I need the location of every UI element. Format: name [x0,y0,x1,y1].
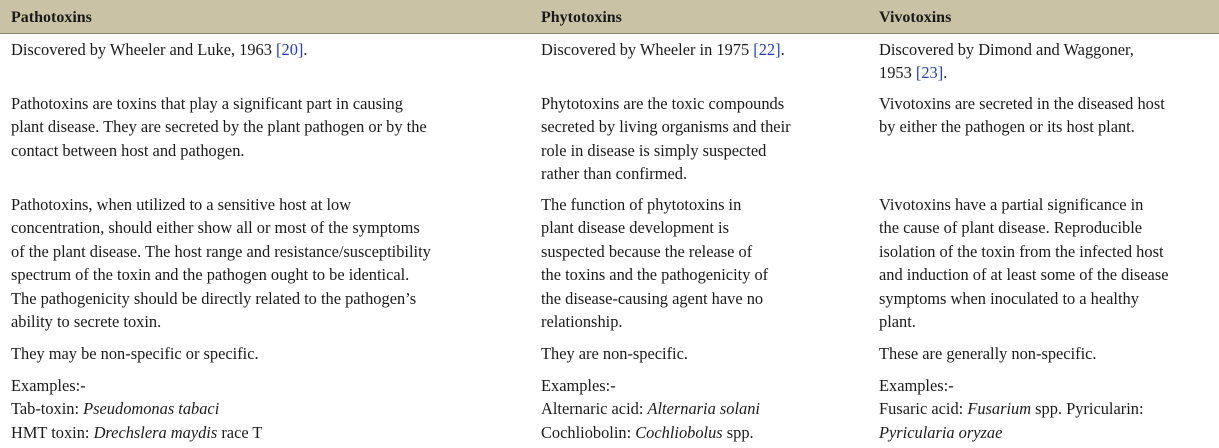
species-name: Pseudomonas tabaci [83,399,220,419]
cell-pathotoxins-row-2 [11,92,427,162]
cell-line [541,92,791,115]
cell-line [11,342,259,365]
species-name: Pyricularia oryzae [879,422,1003,442]
line-text: Tab-toxin: [11,399,84,419]
cell-line [541,287,768,310]
cell-line [879,397,1144,420]
cell-pathotoxins-row-4 [11,342,259,365]
table-header [0,0,1219,33]
line-text: rather than confirmed. [541,164,688,184]
cell-line [11,421,262,444]
line-text: These are generally non-specific. [879,344,1097,363]
cell-line [879,92,1165,115]
cell-line [541,421,760,444]
cell-line [11,92,427,115]
line-text: HMT toxin: [11,422,94,442]
citation-link[interactable]: [22] [753,40,781,59]
line-text: role in disease is simply suspected [541,140,767,160]
cell-vivotoxins-row-4 [879,342,1097,365]
line-text: and induction of at least some of the disease [879,265,1169,285]
cell-line [541,397,760,420]
line-text: Cochliobolin: [541,422,636,442]
line-tail: spp. Pyricularin: [1031,399,1144,419]
line-text: suspected because the release of [541,241,753,261]
line-text: plant disease development is [541,218,729,238]
line-text: Vivotoxins are secreted in the diseased host [879,94,1165,113]
line-text: the toxins and the pathogenicity of [541,265,769,285]
cell-vivotoxins-row-2 [879,92,1165,139]
cell-line [11,38,307,61]
cell-line [11,216,431,239]
cell-line [541,310,768,333]
cell-line [879,193,1169,216]
cell-line [879,263,1169,286]
line-text: They may be non-specific or specific. [11,344,259,363]
species-name: Fusarium [967,399,1032,419]
line-text: Fusaric acid: [879,399,968,419]
line-text: secreted by living organisms and their [541,117,791,137]
cell-line [879,374,1144,397]
cell-vivotoxins-row-1 [879,38,1134,85]
species-name: Drechslera maydis [93,422,218,442]
cell-line [11,115,427,138]
line-text: The function of phytotoxins in [541,195,742,214]
header-phytotoxins: Phytotoxins [541,9,622,26]
cell-line [541,139,791,162]
cell-phytotoxins-row-3 [541,193,768,333]
cell-vivotoxins-row-5 [879,374,1144,444]
cell-line [11,374,262,397]
citation-link[interactable]: [23] [915,63,944,83]
line-text: Vivotoxins have a partial significance in [879,195,1144,214]
cell-pathotoxins-row-3 [11,193,431,333]
species-name: Alternaria solani [647,399,760,419]
species-name: Cochliobolus [635,422,723,442]
line-text: relationship. [541,312,623,332]
cell-line [11,310,431,333]
line-text: of the plant disease. The host range and resistance/susceptibility [11,241,431,261]
line-text: Discovered by Dimond and Waggoner, [879,40,1134,59]
cell-line [879,421,1144,444]
cell-line [541,374,760,397]
line-text: ability to secrete toxin. [11,312,162,332]
line-text: by either the pathogen or its host plant. [879,117,1135,137]
line-text: symptoms when inoculated to a healthy [879,288,1139,308]
line-text: the cause of plant disease. Reproducible [879,218,1143,238]
line-tail: . [303,40,308,59]
line-text: The pathogenicity should be directly related to the pathogen’s [11,288,417,308]
cell-line [11,139,427,162]
line-text: Pathotoxins are toxins that play a significant part in causing [11,94,403,113]
cell-line [541,240,768,263]
cell-line [541,216,768,239]
cell-pathotoxins-row-5 [11,374,262,444]
cell-line [879,342,1097,365]
line-tail: . [780,40,785,59]
cell-line [541,342,688,365]
cell-pathotoxins-row-1 [11,38,307,61]
line-text: contact between host and pathogen. [11,140,245,160]
line-text: They are non-specific. [541,344,688,363]
header-rule [0,33,1219,34]
cell-line [541,193,768,216]
cell-line [879,38,1134,61]
line-text: Examples:- [541,376,616,395]
cell-line [879,115,1165,138]
cell-line [541,263,768,286]
line-text: Discovered by Wheeler and Luke, 1963 [11,40,277,59]
cell-line [541,162,791,185]
line-text: Examples:- [879,376,954,395]
cell-line [879,310,1169,333]
citation-link[interactable]: [20] [276,40,304,59]
line-tail: spp. [722,422,754,442]
cell-line [541,38,785,61]
line-text: the disease-causing agent have no [541,288,764,308]
line-text: Pathotoxins, when utilized to a sensitive host at low [11,195,352,214]
cell-line [541,115,791,138]
cell-line [879,61,1134,84]
header-vivotoxins: Vivotoxins [879,9,952,26]
header-pathotoxins: Pathotoxins [11,9,92,26]
cell-line [11,193,431,216]
cell-line [879,240,1169,263]
line-text: 1953 [879,63,916,83]
line-text: concentration, should either show all or most of the symptoms [11,218,420,238]
line-text: plant. [879,312,916,332]
line-tail: . [943,63,948,83]
cell-phytotoxins-row-4 [541,342,688,365]
cell-line [11,263,431,286]
cell-phytotoxins-row-5 [541,374,760,444]
line-text: Phytotoxins are the toxic compounds [541,94,785,113]
cell-line [879,287,1169,310]
line-text: Discovered by Wheeler in 1975 [541,40,754,59]
line-text: Alternaric acid: [541,399,648,419]
cell-line [11,240,431,263]
cell-line [879,216,1169,239]
line-text: isolation of the toxin from the infected host [879,241,1164,261]
line-text: Examples:- [11,376,86,395]
cell-line [11,397,262,420]
line-text: spectrum of the toxin and the pathogen ought to be identical. [11,265,410,285]
cell-line [11,287,431,310]
cell-vivotoxins-row-3 [879,193,1169,333]
cell-phytotoxins-row-2 [541,92,791,186]
line-tail: race T [217,422,263,442]
cell-phytotoxins-row-1 [541,38,785,61]
line-text: plant disease. They are secreted by the plant pathogen or by the [11,117,427,137]
